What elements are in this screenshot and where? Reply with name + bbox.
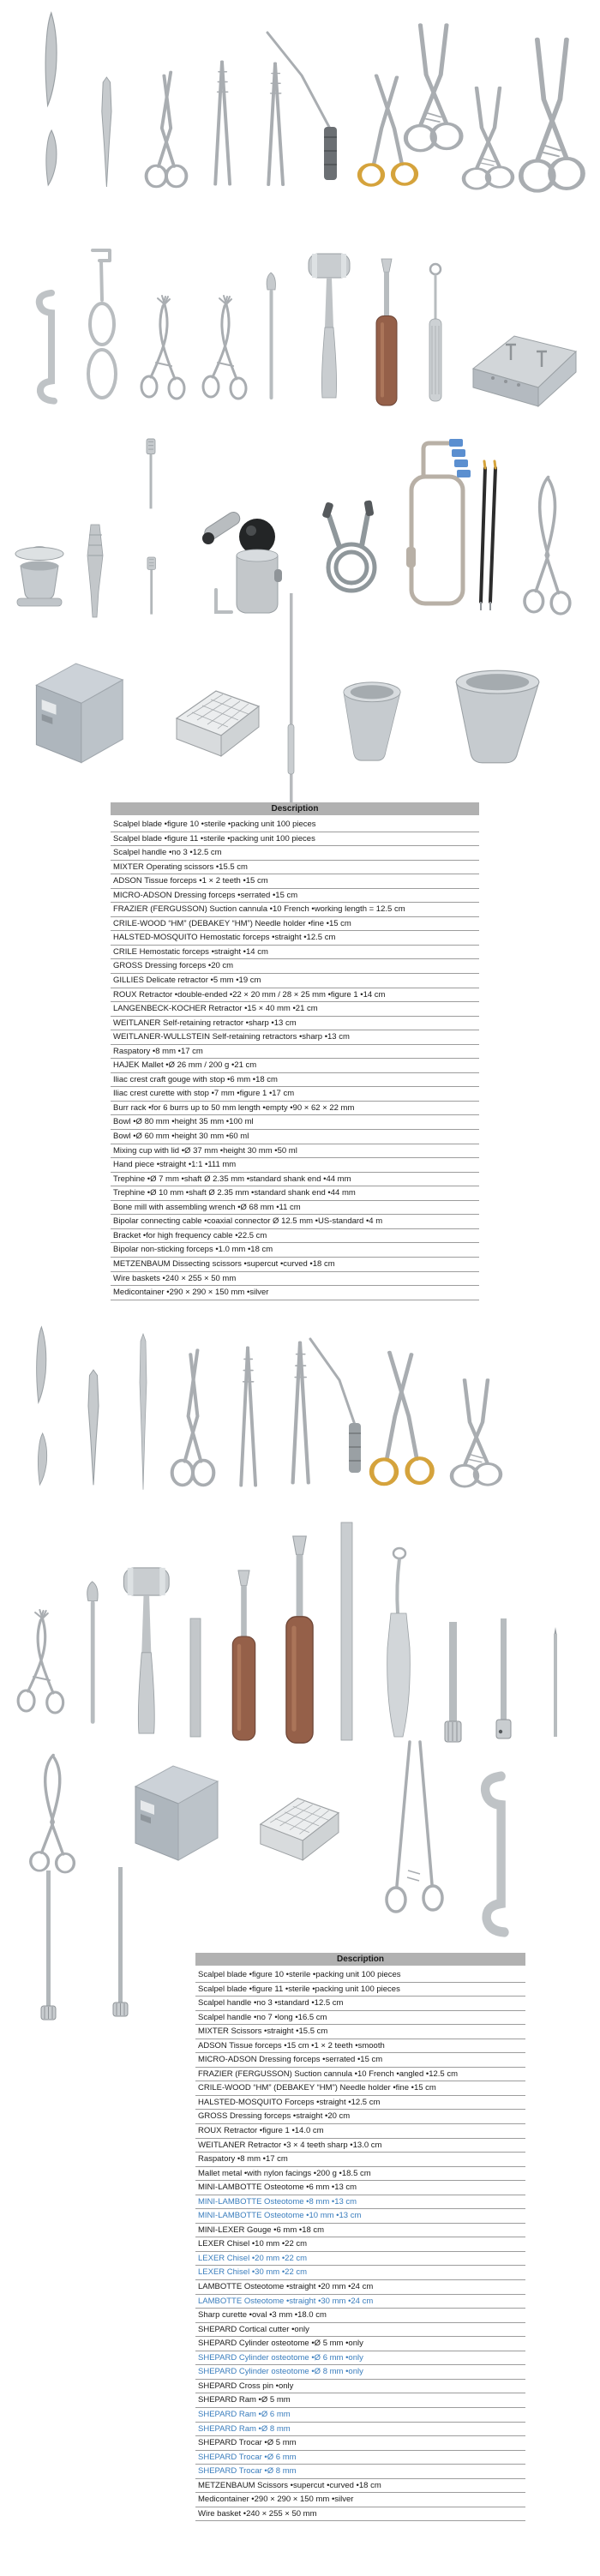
table-row: MINI-LAMBOTTE Osteotome •8 mm •13 cm <box>195 2195 525 2210</box>
table-row: Medicontainer •290 × 290 × 150 mm •silver <box>195 2493 525 2507</box>
table-row: LAMBOTTE Osteotome •straight •20 mm •24 cm <box>195 2280 525 2295</box>
burr-rack <box>473 336 576 406</box>
bipolar-connecting-cable <box>321 500 375 591</box>
table-row: MINI-LAMBOTTE Osteotome •10 mm •13 cm <box>195 2209 525 2224</box>
table-row: FRAZIER (FERGUSSON) Suction cannula •10 French •angled •12.5 cm <box>195 2068 525 2082</box>
gross-dressing-forceps <box>521 39 583 191</box>
table-row: Bipolar connecting cable •coaxial connector Ø 12.5 mm •US-standard •4 m <box>111 1215 479 1229</box>
scalpel-blades <box>45 13 57 185</box>
table-row: HALSTED-MOSQUITO Hemostatic forceps •straight •12.5 cm <box>111 931 479 946</box>
hf-cable-bracket <box>406 439 471 603</box>
table-row: GILLIES Delicate retractor •5 mm •19 cm <box>111 974 479 988</box>
table-row: Trephine •Ø 10 mm •shaft Ø 2.35 mm •standard shank end •44 mm <box>111 1186 479 1201</box>
table-row: MINI-LAMBOTTE Osteotome •6 mm •13 cm <box>195 2181 525 2195</box>
roux-retractor <box>39 293 54 401</box>
table-row: SHEPARD Trocar •Ø 5 mm <box>195 2436 525 2451</box>
table-row: Scalpel blade •figure 10 •sterile •packing unit 100 pieces <box>195 1968 525 1983</box>
table-row: Burr rack •for 6 burrs up to 50 mm length •empty •90 × 62 × 22 mm <box>111 1102 479 1116</box>
table-row: Trephine •Ø 7 mm •shaft Ø 2.35 mm •standard shank end •44 mm <box>111 1173 479 1187</box>
table-row: MICRO-ADSON Dressing forceps •serrated •15 cm <box>195 2053 525 2068</box>
table-row: HALSTED-MOSQUITO Forceps •straight •12.5 cm <box>195 2096 525 2111</box>
table-row: CRILE Hemostatic forceps •straight •14 cm <box>111 946 479 960</box>
table-2-header: Description <box>195 1953 525 1966</box>
trephine-10mm <box>147 557 156 615</box>
table-row: SHEPARD Trocar •Ø 8 mm <box>195 2465 525 2479</box>
table-row: METZENBAUM Scissors •supercut •curved •18 cm <box>195 2479 525 2494</box>
wire-basket <box>177 691 259 756</box>
table-row: Scalpel handle •no 7 •long •16.5 cm <box>195 2011 525 2026</box>
table-row: Bowl •Ø 80 mm •height 35 mm •100 ml <box>111 1115 479 1130</box>
table-row: LAMBOTTE Osteotome •straight •30 mm •24 cm <box>195 2295 525 2309</box>
table-row: Medicontainer •290 × 290 × 150 mm •silver <box>111 1286 479 1300</box>
shepard-ram <box>41 1870 56 2020</box>
table-row: HAJEK Mallet •Ø 26 mm / 200 g •21 cm <box>111 1059 479 1073</box>
table-row: SHEPARD Trocar •Ø 6 mm <box>195 2451 525 2465</box>
mixter-scissors <box>172 1350 214 1485</box>
halsted-mosquito-forceps <box>464 87 513 189</box>
mixing-cup-with-lid <box>15 547 63 607</box>
nylon-faced-mallet <box>123 1568 169 1733</box>
bone-mill <box>202 510 282 613</box>
bowl-60mm <box>344 682 400 760</box>
table-row: Wire baskets •240 × 255 × 50 mm <box>111 1272 479 1287</box>
table-row: MIXTER Scissors •straight •15.5 cm <box>195 2025 525 2039</box>
metzenbaum-scissors <box>525 477 570 614</box>
shepard-cross-pin <box>554 1627 557 1737</box>
table-row: WEITLANER Self-retaining retractor •sharp •13 cm <box>111 1017 479 1031</box>
scalpel-handle <box>102 77 111 187</box>
bipolar-forceps <box>481 461 495 610</box>
scalpel-blades-2 <box>37 1327 47 1485</box>
medicontainer <box>36 664 123 763</box>
table-row: ROUX Retractor •figure 1 •14.0 cm <box>195 2124 525 2139</box>
metzenbaum-scissors-2 <box>31 1755 75 1872</box>
raspatory-2 <box>87 1582 98 1724</box>
adson-tissue-forceps <box>215 62 230 184</box>
hajek-mallet <box>309 254 350 398</box>
scalpel-handle-no3 <box>88 1370 99 1485</box>
table-row: Scalpel blade •figure 11 •sterile •packing unit 100 pieces <box>111 832 479 847</box>
table-row: WEITLANER-WULLSTEIN Self-retaining retractors •sharp •13 cm <box>111 1030 479 1045</box>
table-row: ADSON Tissue forceps •1 × 2 teeth •15 cm <box>111 874 479 889</box>
table-row: Bone mill with assembling wrench •Ø 68 mm •11 cm <box>111 1201 479 1216</box>
table-row: CRILE-WOOD “HM” (DEBAKEY “HM”) Needle holder •fine •15 cm <box>111 917 479 932</box>
adson-tissue-forceps-2 <box>241 1348 255 1486</box>
table-row: ADSON Tissue forceps •15 cm •1 × 2 teeth •smooth <box>195 2039 525 2054</box>
table-row: GROSS Dressing forceps •straight •20 cm <box>195 2110 525 2124</box>
table-row: Scalpel blade •figure 11 •sterile •packing unit 100 pieces <box>195 1983 525 1997</box>
table-row: FRAZIER (FERGUSSON) Suction cannula •10 French •working length = 12.5 cm <box>111 903 479 917</box>
table-row: SHEPARD Cross pin •only <box>195 2380 525 2394</box>
table-row: SHEPARD Ram •Ø 8 mm <box>195 2423 525 2437</box>
table-row: Scalpel blade •figure 10 •sterile •packing unit 100 pieces <box>111 818 479 832</box>
description-table-2 <box>195 1953 525 2521</box>
trephine-7mm <box>147 439 155 508</box>
table-row: Mallet metal •with nylon facings •200 g •18.5 cm <box>195 2167 525 2182</box>
table-row: Iliac crest craft gouge with stop •6 mm •18 cm <box>111 1073 479 1088</box>
table-row: Bracket •for high frequency cable •22.5 cm <box>111 1229 479 1244</box>
micro-adson-forceps <box>268 63 283 185</box>
table-row: Raspatory •8 mm •17 cm <box>195 2153 525 2167</box>
crile-hemostatic-forceps <box>405 25 461 151</box>
table-row: Hand piece •straight •1:1 •111 mm <box>111 1158 479 1173</box>
table-row: LEXER Chisel •10 mm •22 cm <box>195 2237 525 2252</box>
long-chisel <box>341 1522 352 1740</box>
table-row: Bipolar non-sticking forceps •1.0 mm •18 cm <box>111 1243 479 1258</box>
description-table-1 <box>111 802 479 1300</box>
table-1-header: Description <box>111 802 479 815</box>
table-row: MINI-LEXER Gouge •6 mm •18 cm <box>195 2224 525 2238</box>
table-row: MICRO-ADSON Dressing forceps •serrated •15 cm <box>111 889 479 904</box>
table-row: Mixing cup with lid •Ø 37 mm •height 30 mm •50 ml <box>111 1144 479 1159</box>
mini-lexer-gouge <box>387 1548 411 1737</box>
iliac-crest-gouge <box>376 259 397 405</box>
table-row: LANGENBECK-KOCHER Retractor •15 × 40 mm •21 cm <box>111 1002 479 1017</box>
table-row: ROUX Retractor •double-ended •22 × 20 mm / 28 × 25 mm •figure 1 •14 cm <box>111 988 479 1003</box>
micro-adson-forceps-2 <box>293 1342 309 1483</box>
table-2-rows <box>195 1968 525 2521</box>
bowl-80mm <box>456 670 539 763</box>
wire-basket-2 <box>261 1798 339 1860</box>
table-row: Sharp curette •oval •3 mm •18.0 cm <box>195 2309 525 2323</box>
langenbeck-kocher-retractor <box>88 250 116 398</box>
table-row: LEXER Chisel •20 mm •22 cm <box>195 2252 525 2267</box>
table-row: Raspatory •8 mm •17 cm <box>111 1045 479 1060</box>
table-row: CRILE-WOOD “HM” (DEBAKEY “HM”) Needle holder •fine •15 cm <box>195 2081 525 2096</box>
table-row: Scalpel handle •no 3 •12.5 cm <box>111 846 479 861</box>
weitlaner-retractor-2 <box>18 1610 63 1713</box>
table-1-rows <box>111 818 479 1300</box>
crile-wood-needle-holder-2 <box>372 1353 432 1485</box>
table-row: SHEPARD Cylinder osteotome •Ø 5 mm •only <box>195 2337 525 2351</box>
table-row: SHEPARD Cortical cutter •only <box>195 2323 525 2338</box>
frazier-suction-cannula-2 <box>310 1339 361 1473</box>
table-row: Wire basket •240 × 255 × 50 mm <box>195 2507 525 2522</box>
scalpel-handle-no7 <box>140 1334 147 1490</box>
table-row: MIXTER Operating scissors •15.5 cm <box>111 861 479 875</box>
mini-lambotte-osteotome <box>232 1570 255 1740</box>
table-row: Scalpel handle •no 3 •standard •12.5 cm <box>195 1997 525 2011</box>
medicontainer-2 <box>135 1766 218 1860</box>
lambotte-osteotome <box>286 1536 313 1743</box>
gross-dressing-forceps-2 <box>387 1742 442 1912</box>
operating-scissors <box>147 72 187 187</box>
table-row: WEITLANER Retractor •3 × 4 teeth sharp •13.0 cm <box>195 2139 525 2153</box>
table-row: Bowl •Ø 60 mm •height 30 mm •60 ml <box>111 1130 479 1144</box>
table-row: SHEPARD Cylinder osteotome •Ø 6 mm •only <box>195 2351 525 2366</box>
shepard-cylinder-osteotome <box>445 1622 461 1742</box>
shepard-trocar <box>496 1618 511 1738</box>
raspatory <box>267 273 275 399</box>
table-row: SHEPARD Ram •Ø 5 mm <box>195 2393 525 2408</box>
weitlaner-wullstein-retractor <box>203 296 246 399</box>
table-row: GROSS Dressing forceps •20 cm <box>111 959 479 974</box>
table-row: SHEPARD Cylinder osteotome •Ø 8 mm •only <box>195 2365 525 2380</box>
table-row: LEXER Chisel •30 mm •22 cm <box>195 2266 525 2280</box>
table-row: Iliac crest curette with stop •7 mm •figure 1 •17 cm <box>111 1087 479 1102</box>
iliac-crest-curette <box>429 264 441 401</box>
shepard-ram-2 <box>113 1867 128 2016</box>
table-row: METZENBAUM Dissecting scissors •supercut •curved •18 cm <box>111 1258 479 1272</box>
weitlaner-retractor <box>141 296 184 399</box>
halsted-mosquito-forceps-2 <box>452 1380 501 1486</box>
table-row: SHEPARD Ram •Ø 6 mm <box>195 2408 525 2423</box>
lexer-chisel <box>190 1618 201 1737</box>
roux-retractor-2 <box>485 1776 504 1932</box>
hand-piece <box>87 525 103 617</box>
